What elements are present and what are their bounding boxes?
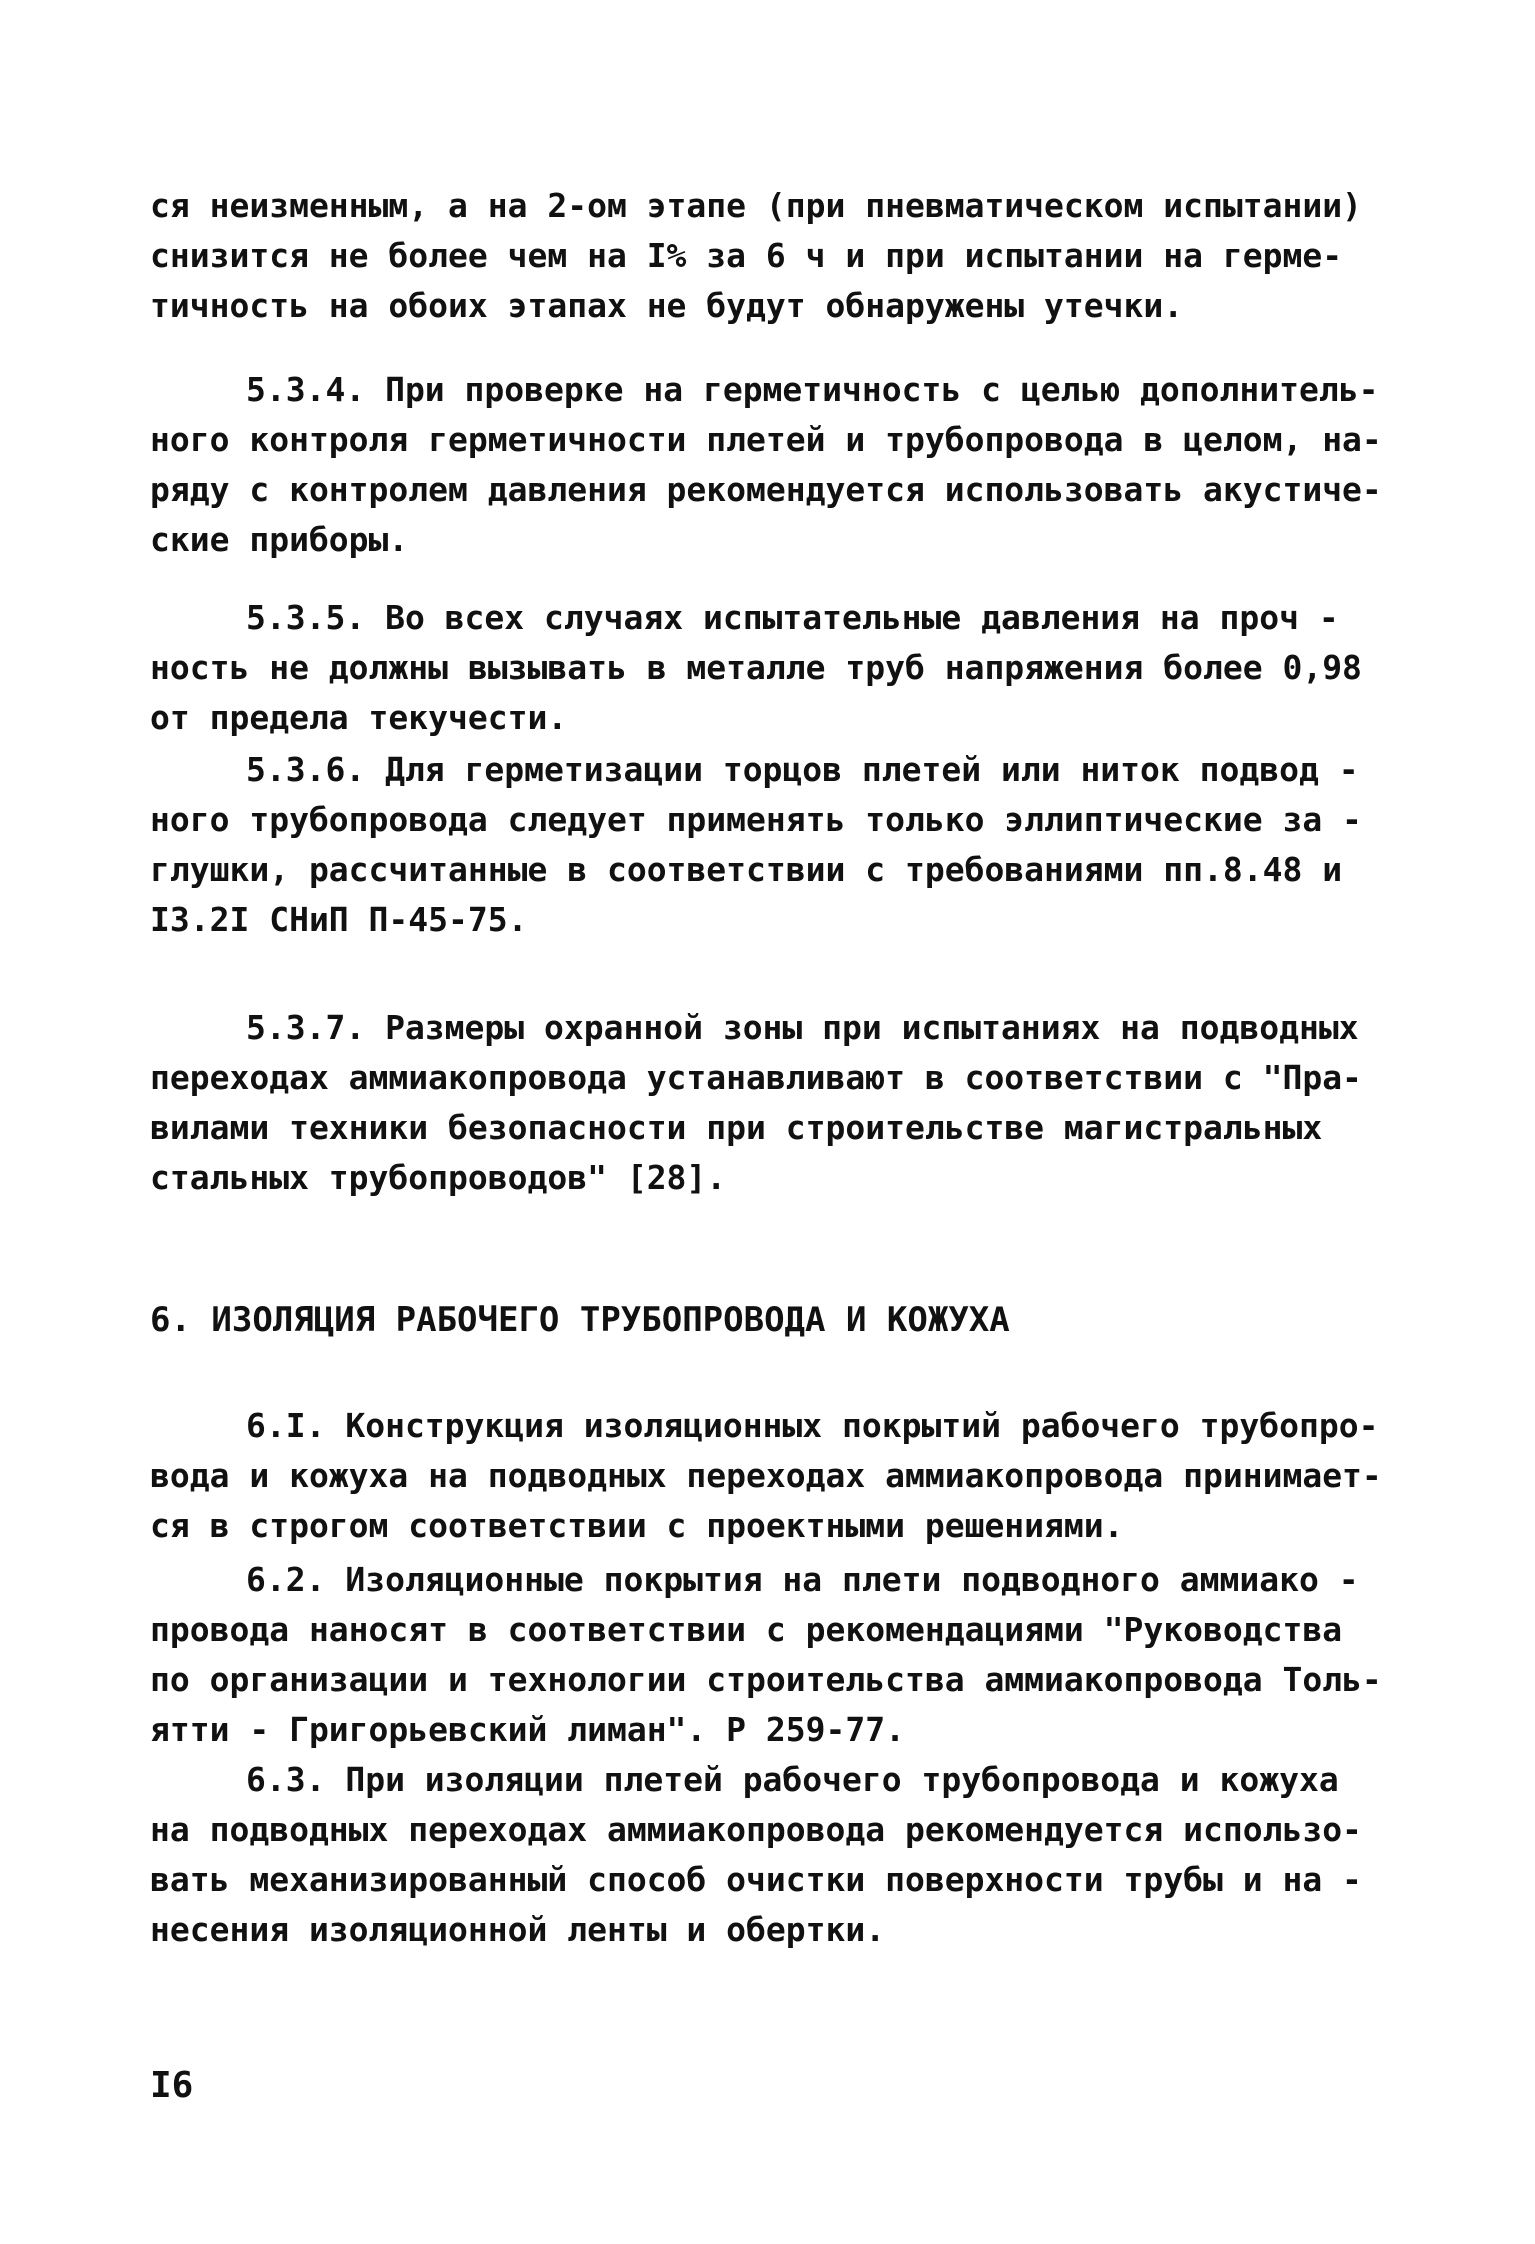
paragraph-6-3-first-line: 6.3. При изоляции плетей рабочего трубопровода и кожуха <box>246 1760 1339 1799</box>
text-line: тичность на обоих этапах не будут обнаружены утечки. <box>150 286 1184 325</box>
paragraph-5-3-7-first-line: 5.3.7. Размеры охранной зоны при испытаниях на подводных <box>246 1008 1359 1047</box>
text-line: вать механизированный способ очистки поверхности трубы и на - <box>150 1860 1362 1899</box>
text-line: снизится не более чем на I% за 6 ч и при испытании на герме- <box>150 236 1343 275</box>
paragraph-5-3-4-first-line: 5.3.4. При проверке на герметичность с целью дополнитель- <box>246 370 1379 409</box>
text-line: стальных трубопроводов" [28]. <box>150 1158 727 1197</box>
paragraph-6-1-first-line: 6.I. Конструкция изоляционных покрытий рабочего трубопро- <box>246 1406 1379 1445</box>
text-line: ские приборы. <box>150 520 409 559</box>
text-line: глушки, рассчитанные в соответствии с требованиями пп.8.48 и <box>150 850 1343 889</box>
text-line: ность не должны вызывать в металле труб напряжения более 0,98 <box>150 648 1362 687</box>
paragraph-5-3-5-first-line: 5.3.5. Во всех случаях испытательные давления на проч - <box>246 598 1339 637</box>
text-line: ятти - Григорьевский лиман". Р 259-77. <box>150 1710 905 1749</box>
text-line: провода наносят в соответствии с рекомендациями "Руководства <box>150 1610 1343 1649</box>
text-line: вода и кожуха на подводных переходах аммиакопровода принимает- <box>150 1456 1382 1495</box>
text-line: переходах аммиакопровода устанавливают в соответствии с "Пра- <box>150 1058 1362 1097</box>
text-line: на подводных переходах аммиакопровода рекомендуется использо- <box>150 1810 1362 1849</box>
text-line: ся неизменным, а на 2-ом этапе (при пневматическом испытании) <box>150 186 1362 225</box>
page-number: I6 <box>150 2065 194 2106</box>
text-line: несения изоляционной ленты и обертки. <box>150 1910 886 1949</box>
text-line: вилами техники безопасности при строительстве магистральных <box>150 1108 1323 1147</box>
text-line: от предела текучести. <box>150 698 568 737</box>
text-line: ряду с контролем давления рекомендуется использовать акустиче- <box>150 470 1382 509</box>
text-line: ного контроля герметичности плетей и трубопровода в целом, на- <box>150 420 1382 459</box>
text-line: I3.2I СНиП П-45-75. <box>150 900 528 939</box>
text-line: ся в строгом соответствии с проектными решениями. <box>150 1506 1124 1545</box>
section-heading: 6. ИЗОЛЯЦИЯ РАБОЧЕГО ТРУБОПРОВОДА И КОЖУХА <box>150 1300 1010 1340</box>
text-line: ного трубопровода следует применять только эллиптические за - <box>150 800 1362 839</box>
text-line: по организации и технологии строительства аммиакопровода Толь- <box>150 1660 1382 1699</box>
paragraph-6-2-first-line: 6.2. Изоляционные покрытия на плети подводного аммиако - <box>246 1560 1359 1599</box>
paragraph-5-3-6-first-line: 5.3.6. Для герметизации торцов плетей или ниток подвод - <box>246 750 1359 789</box>
